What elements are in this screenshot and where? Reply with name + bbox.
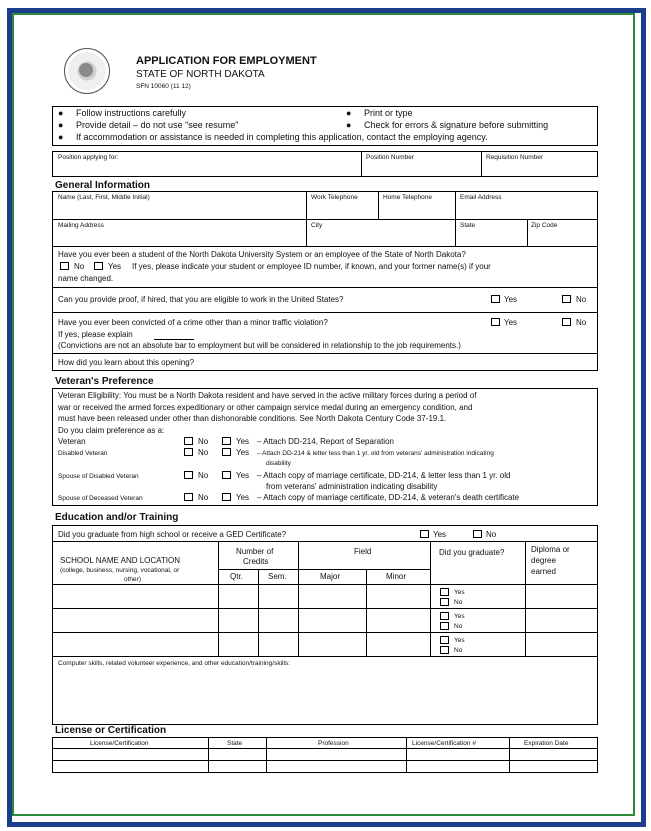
spouse-deceased-yes-checkbox[interactable] (222, 493, 231, 501)
proof-yes-checkbox[interactable] (491, 295, 500, 303)
ged-yes-label: Yes (433, 530, 447, 539)
position-number-label: Position Number (366, 154, 415, 161)
city-label: City (311, 222, 323, 229)
row2-graduate-yes-checkbox[interactable] (440, 612, 449, 620)
credits-header: Number of (236, 547, 274, 556)
license-number-col-header: License/Certification # (412, 740, 476, 747)
veteran-yes-label: Yes (236, 437, 250, 446)
spouse-disabled-no-label: No (198, 471, 209, 480)
education-box (52, 525, 598, 725)
minor-header: Minor (386, 572, 407, 581)
general-info-heading: General Information (55, 180, 151, 191)
veteran-no-checkbox[interactable] (184, 437, 193, 445)
crime-no-checkbox[interactable] (562, 318, 571, 326)
disabled-veteran-yes-label: Yes (236, 448, 250, 457)
row2-graduate-no-checkbox[interactable] (440, 622, 449, 630)
veteran-type-label: Disabled Veteran (58, 450, 108, 457)
veteran-yes-checkbox[interactable] (222, 437, 231, 445)
profession-col-header: Profession (318, 740, 349, 747)
student-name-changed: name changed. (58, 274, 114, 283)
education-heading: Education and/or Training (55, 512, 179, 523)
student-no-checkbox[interactable] (60, 262, 69, 270)
graduate-no-label: No (454, 647, 463, 654)
instruction-item: Print or type (364, 108, 413, 118)
school-name-header: SCHOOL NAME AND LOCATION (60, 556, 181, 565)
veteran-eligibility-text: war or received the armed forces expeditionary or other campaign service medal during an emergency condition, and (58, 403, 473, 412)
graduate-no-label: No (454, 623, 463, 630)
explain-label: If yes, please explain (58, 330, 133, 339)
veteran-attach-text: – Attach DD-214, Report of Separation (257, 437, 394, 446)
skills-label: Computer skills, related volunteer experience, and other education/training/skills: (58, 660, 290, 667)
spouse-disabled-attach-text: from veterans' administration indicating disability (266, 482, 438, 491)
instruction-item: Provide detail – do not use "see resume" (76, 120, 239, 130)
name-label: Name (Last, First, Middle Initial) (58, 194, 150, 201)
field-header: Field (354, 547, 372, 556)
instruction-item: If accommodation or assistance is needed in completing this application, contact the employing agency. (76, 132, 488, 142)
position-applying-label: Position applying for: (58, 154, 119, 161)
spouse-disabled-no-checkbox[interactable] (184, 471, 193, 479)
row1-graduate-no-checkbox[interactable] (440, 598, 449, 606)
student-yes-checkbox[interactable] (94, 262, 103, 270)
qtr-header: Qtr. (230, 572, 243, 581)
claim-preference-label: Do you claim preference as a: (58, 426, 165, 435)
row3-graduate-yes-checkbox[interactable] (440, 636, 449, 644)
graduate-no-label: No (454, 599, 463, 606)
school-types-note: other) (124, 576, 141, 583)
student-yes-label: Yes (108, 262, 122, 271)
crime-question: Have you ever been convicted of a crime other than a minor traffic violation? (58, 318, 328, 327)
veteran-heading: Veteran's Preference (55, 376, 154, 387)
work-phone-label: Work Telephone (311, 194, 358, 201)
veteran-eligibility-text: Veteran Eligibility: You must be a North Dakota resident and have served in the active military forces during a period of (58, 391, 477, 400)
veteran-eligibility-text: must have been released under other than dishonorable conditions. See North Dakota Century Code 37-19.1. (58, 414, 447, 423)
license-col-header: License/Certification (90, 740, 149, 747)
state-seal-icon (64, 48, 110, 94)
bullet-icon: ● (346, 108, 352, 118)
learn-question: How did you learn about this opening? (58, 358, 195, 367)
disabled-veteran-yes-checkbox[interactable] (222, 448, 231, 456)
did-graduate-header: Did you graduate? (439, 548, 505, 557)
explain-field[interactable] (154, 339, 194, 340)
veteran-type-label: Veteran (58, 437, 86, 446)
license-heading: License or Certification (55, 725, 167, 736)
bullet-icon: ● (346, 120, 352, 130)
disabled-veteran-attach-text: disability (266, 460, 291, 467)
disabled-veteran-attach-text: – Attach DD-214 & letter less than 1 yr. old from veterans' administration indicating (257, 450, 494, 457)
zip-label: Zip Code (531, 222, 558, 229)
bullet-icon: ● (58, 120, 64, 130)
spouse-disabled-yes-label: Yes (236, 471, 250, 480)
ged-question: Did you graduate from high school or receive a GED Certificate? (58, 530, 287, 539)
diploma-header: Diploma or (531, 545, 570, 554)
graduate-yes-label: Yes (454, 637, 465, 644)
bullet-icon: ● (58, 132, 64, 142)
bullet-icon: ● (58, 108, 64, 118)
veteran-type-label: Spouse of Disabled Veteran (58, 473, 139, 480)
veteran-no-label: No (198, 437, 209, 446)
graduate-yes-label: Yes (454, 589, 465, 596)
sem-header: Sem. (268, 572, 287, 581)
crime-yes-label: Yes (504, 318, 518, 327)
student-question: Have you ever been a student of the North Dakota University System or an employee of the State of North Dakota? (58, 250, 466, 259)
spouse-deceased-no-checkbox[interactable] (184, 493, 193, 501)
proof-no-checkbox[interactable] (562, 295, 571, 303)
email-label: Email Address (460, 194, 502, 201)
ged-no-checkbox[interactable] (473, 530, 482, 538)
diploma-header: earned (531, 567, 556, 576)
ged-yes-checkbox[interactable] (420, 530, 429, 538)
expiration-col-header: Expiration Date (524, 740, 569, 747)
student-no-label: No (74, 262, 85, 271)
crime-yes-checkbox[interactable] (491, 318, 500, 326)
home-phone-label: Home Telephone (383, 194, 433, 201)
crime-no-label: No (576, 318, 587, 327)
form-number: SFN 10060 (11 12) (136, 83, 191, 90)
school-types-note: (college, business, nursing, vocational, or (60, 567, 180, 574)
veteran-type-label: Spouse of Deceased Veteran (58, 495, 143, 502)
proof-no-label: No (576, 295, 587, 304)
credits-header: Credits (243, 557, 269, 566)
proof-question: Can you provide proof, if hired, that you are eligible to work in the United States? (58, 295, 344, 304)
graduate-yes-label: Yes (454, 613, 465, 620)
disabled-veteran-no-checkbox[interactable] (184, 448, 193, 456)
conviction-note: (Convictions are not an absolute bar to employment but will be considered in relationship to the job requirements.) (58, 341, 461, 350)
agency-name: STATE OF NORTH DAKOTA (136, 69, 265, 80)
ged-no-label: No (486, 530, 497, 539)
disabled-veteran-no-label: No (198, 448, 209, 457)
instruction-item: Check for errors & signature before submitting (364, 120, 549, 130)
row1-graduate-yes-checkbox[interactable] (440, 588, 449, 596)
row3-graduate-no-checkbox[interactable] (440, 646, 449, 654)
proof-yes-label: Yes (504, 295, 518, 304)
form-title: APPLICATION FOR EMPLOYMENT (136, 55, 317, 67)
spouse-disabled-attach-text: – Attach copy of marriage certificate, DD-214, & letter less than 1 yr. old (257, 471, 511, 480)
spouse-disabled-yes-checkbox[interactable] (222, 471, 231, 479)
state-label: State (460, 222, 476, 229)
mailing-address-label: Mailing Address (58, 222, 104, 229)
student-id-instruction: If yes, please indicate your student or employee ID number, if known, and your former name(s) if your (132, 262, 491, 271)
spouse-deceased-yes-label: Yes (236, 493, 250, 502)
spouse-deceased-attach-text: – Attach copy of marriage certificate, DD-214, & veteran's death certificate (257, 493, 520, 502)
spouse-deceased-no-label: No (198, 493, 209, 502)
state-col-header: State (227, 740, 243, 747)
diploma-header: degree (531, 556, 556, 565)
instruction-item: Follow instructions carefully (76, 108, 187, 118)
requisition-number-label: Requisition Number (486, 154, 544, 161)
major-header: Major (320, 572, 341, 581)
